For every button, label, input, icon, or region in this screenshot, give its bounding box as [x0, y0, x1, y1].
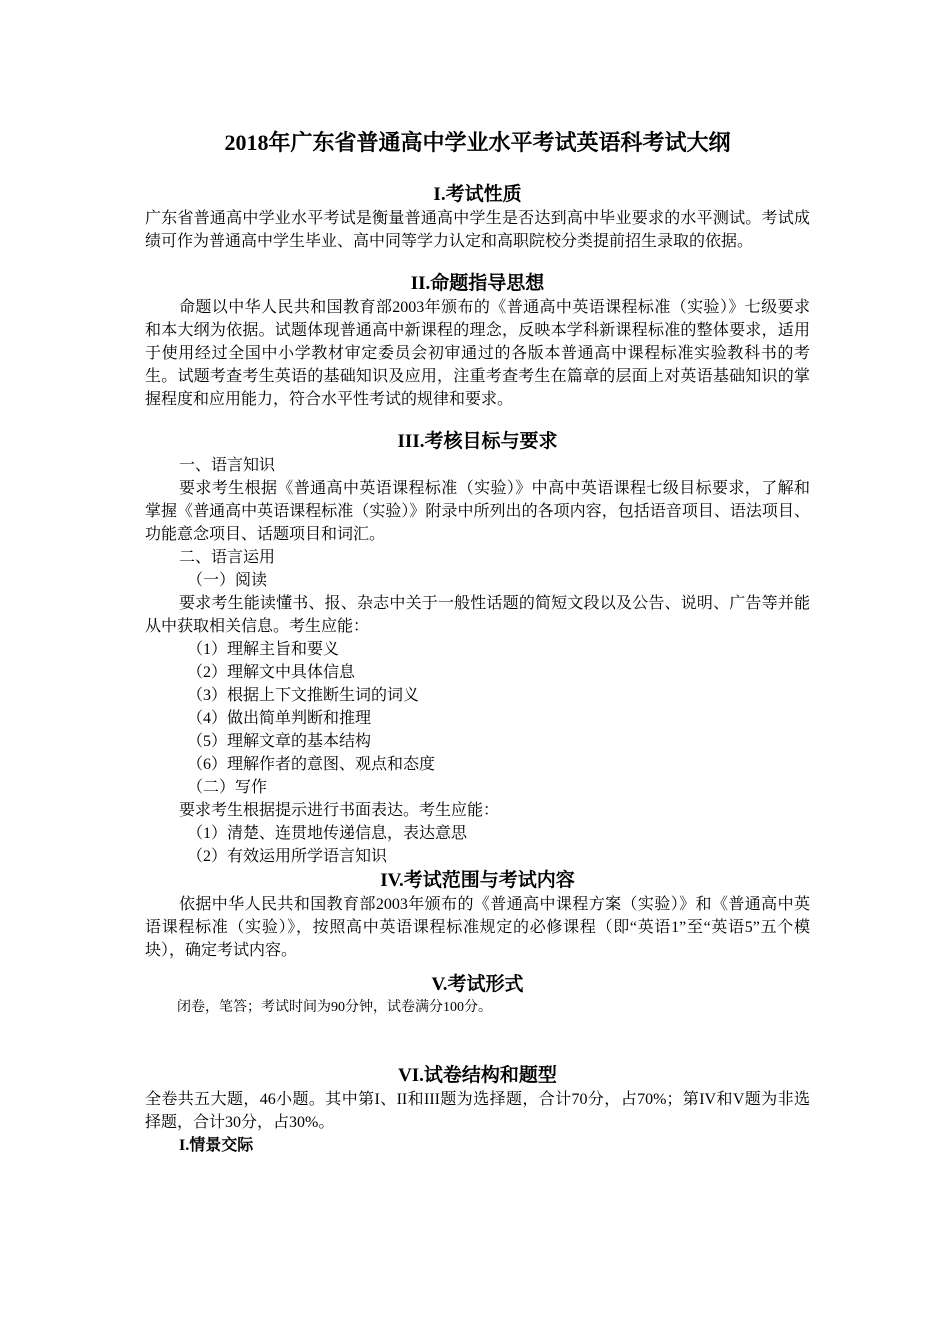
text-language-knowledge: 要求考生根据《普通高中英语课程标准（实验）》中高中英语课程七级目标要求，了解和掌握《普通高中英语课程标准（实验）》附录中所列出的各项内容，包括语音项目、语法项目、功能意念项目、话题项目和词汇。 — [145, 480, 810, 543]
section-heading-guidance: II.命题指导思想 — [410, 273, 545, 294]
document-title: 2018年广东省普通高中学业水平考试英语科考试大纲 — [224, 130, 731, 155]
writing-item: （2）有效运用所学语言知识 — [187, 848, 388, 865]
subheading-reading: （一）阅读 — [187, 572, 268, 589]
reading-item: （2）理解文中具体信息 — [187, 664, 356, 681]
reading-item: （6）理解作者的意图、观点和态度 — [187, 756, 436, 773]
subheading-language-use: 二、语言运用 — [179, 549, 276, 566]
reading-item: （1）理解主旨和要义 — [187, 641, 340, 658]
document-body — [145, 128, 810, 1157]
section-text-structure: 全卷共五大题，46小题。其中第I、II和III题为选择题，合计70分，占70%；第IV和V题为非选择题，合计30分，占30%。 — [145, 1091, 810, 1131]
section-heading-objectives: III.考核目标与要求 — [397, 431, 558, 452]
subheading-language-knowledge: 一、语言知识 — [179, 457, 276, 474]
subheading-writing: （二）写作 — [187, 779, 268, 796]
reading-item: （4）做出简单判断和推理 — [187, 710, 372, 727]
section-text-guidance: 命题以中华人民共和国教育部2003年颁布的《普通高中英语课程标准（实验）》七级要求和本大纲为依据。试题体现普通高中新课程的理念，反映本学科新课程标准的整体要求，适用于使用经过全国中小学教材审定委员会初审通过的各版本普通高中课程标准实验教科书的考生。试题考查考生英语的基础知识及应用，注重考查考生在篇章的层面上对英语基础知识的掌握程度和应用能力，符合水平性考试的规律和要求。 — [145, 299, 810, 408]
section-text-scope: 依据中华人民共和国教育部2003年颁布的《普通高中课程方案（实验）》和《普通高中英语课程标准（实验）》，按照高中英语课程标准规定的必修课程（即“英语1”至“英语5”五个模块），确定考试内容。 — [145, 896, 810, 959]
section-text-format: 闭卷，笔答；考试时间为90分钟，试卷满分100分。 — [177, 1000, 492, 1015]
section-heading-nature: I.考试性质 — [433, 184, 522, 205]
subheading-situational-communication: I.情景交际 — [179, 1137, 254, 1154]
text-reading: 要求考生能读懂书、报、杂志中关于一般性话题的简短文段以及公告、说明、广告等并能从中获取相关信息。考生应能： — [145, 595, 810, 635]
reading-item: （5）理解文章的基本结构 — [187, 733, 372, 750]
text-writing: 要求考生根据提示进行书面表达。考生应能： — [179, 802, 500, 819]
section-heading-scope: IV.考试范围与考试内容 — [380, 870, 575, 891]
section-heading-format: V.考试形式 — [431, 974, 524, 995]
section-heading-structure: VI.试卷结构和题型 — [398, 1065, 557, 1086]
writing-item: （1）清楚、连贯地传递信息，表达意思 — [187, 825, 468, 842]
section-text-nature: 广东省普通高中学业水平考试是衡量普通高中学生是否达到高中毕业要求的水平测试。考试成绩可作为普通高中学生毕业、高中同等学力认定和高职院校分类提前招生录取的依据。 — [145, 210, 810, 250]
reading-item: （3）根据上下文推断生词的词义 — [187, 687, 420, 704]
